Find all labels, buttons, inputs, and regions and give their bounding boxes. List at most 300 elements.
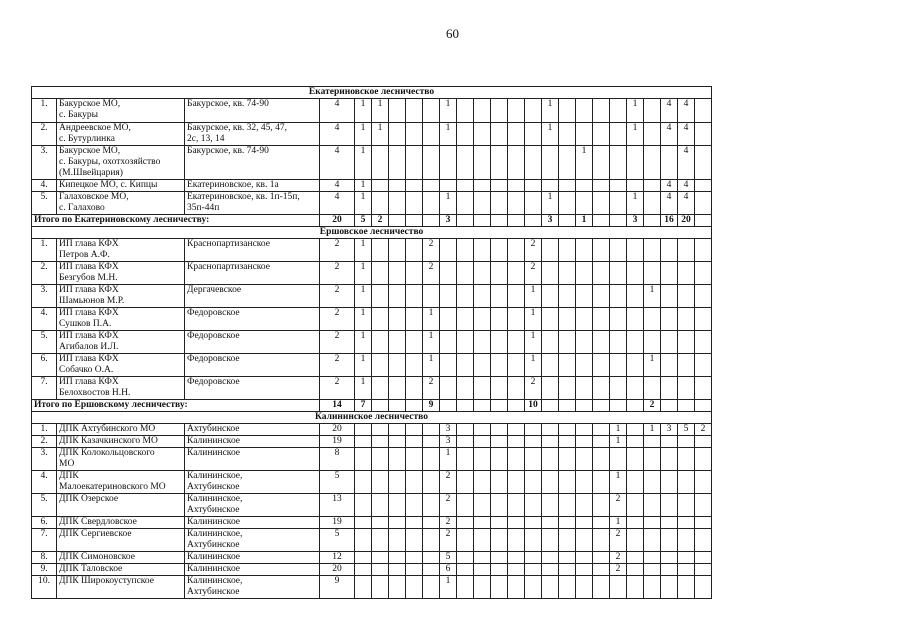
value-cell	[593, 285, 610, 308]
value-cell	[644, 239, 661, 262]
value-cell: 2	[423, 239, 440, 262]
total-value-cell	[491, 400, 508, 412]
value-cell: 2	[440, 494, 457, 517]
value-cell	[678, 285, 695, 308]
value-cell	[474, 552, 491, 564]
value-cell: 4	[320, 146, 355, 180]
value-cell	[457, 180, 474, 192]
value-cell: 2	[525, 239, 542, 262]
value-cell	[389, 308, 406, 331]
value-cell	[389, 424, 406, 436]
forest-location: Федоровское	[185, 354, 320, 377]
total-value-cell	[457, 215, 474, 227]
value-cell	[593, 529, 610, 552]
value-cell	[474, 354, 491, 377]
row-number: 3.	[32, 146, 57, 180]
organization-name: ИП глава КФХ Сушков П.А.	[57, 308, 185, 331]
value-cell	[525, 192, 542, 215]
value-cell	[423, 285, 440, 308]
value-cell	[644, 529, 661, 552]
value-cell	[457, 192, 474, 215]
value-cell	[559, 123, 576, 146]
value-cell	[593, 564, 610, 576]
organization-name: Галаховское МО, с. Галахово	[57, 192, 185, 215]
value-cell: 1	[542, 123, 559, 146]
value-cell	[389, 377, 406, 400]
value-cell: 9	[320, 576, 355, 599]
total-row	[32, 215, 712, 227]
value-cell	[389, 262, 406, 285]
value-cell	[491, 448, 508, 471]
value-cell	[661, 377, 678, 400]
value-cell	[559, 552, 576, 564]
row-number: 3.	[32, 285, 57, 308]
value-cell	[559, 354, 576, 377]
total-value-cell	[389, 215, 406, 227]
value-cell	[661, 576, 678, 599]
forest-location: Калининское	[185, 552, 320, 564]
value-cell	[423, 424, 440, 436]
row-number: 2.	[32, 262, 57, 285]
value-cell	[695, 123, 712, 146]
value-cell: 1	[610, 471, 627, 494]
value-cell	[474, 576, 491, 599]
total-value-cell	[644, 215, 661, 227]
row-number: 6.	[32, 354, 57, 377]
total-value-cell	[508, 400, 525, 412]
value-cell	[695, 308, 712, 331]
value-cell	[355, 576, 372, 599]
value-cell	[457, 436, 474, 448]
section-title: Калининское лесничество	[32, 412, 712, 424]
section-header	[32, 227, 712, 239]
value-cell	[559, 436, 576, 448]
value-cell	[644, 436, 661, 448]
value-cell	[542, 529, 559, 552]
value-cell: 13	[320, 494, 355, 517]
forest-location: Краснопартизанское	[185, 239, 320, 262]
forest-location: Калининское	[185, 448, 320, 471]
value-cell	[372, 448, 389, 471]
total-value-cell: 5	[355, 215, 372, 227]
value-cell	[508, 448, 525, 471]
value-cell	[678, 239, 695, 262]
value-cell: 1	[355, 331, 372, 354]
total-value-cell	[406, 215, 423, 227]
value-cell	[491, 424, 508, 436]
value-cell	[576, 354, 593, 377]
value-cell	[508, 576, 525, 599]
value-cell	[610, 99, 627, 123]
value-cell	[372, 471, 389, 494]
value-cell	[644, 123, 661, 146]
value-cell	[457, 123, 474, 146]
value-cell	[593, 448, 610, 471]
value-cell: 2	[525, 377, 542, 400]
value-cell	[474, 377, 491, 400]
value-cell	[389, 529, 406, 552]
total-value-cell	[593, 215, 610, 227]
value-cell	[610, 331, 627, 354]
value-cell	[661, 471, 678, 494]
value-cell: 1	[627, 99, 644, 123]
organization-name: Бакурское МО, с. Бакуры	[57, 99, 185, 123]
organization-name: ИП глава КФХ Петров А.Ф.	[57, 239, 185, 262]
forest-location: Краснопартизанское	[185, 262, 320, 285]
value-cell	[593, 123, 610, 146]
value-cell	[576, 180, 593, 192]
value-cell	[525, 471, 542, 494]
organization-name: ДПК Широкоуступское	[57, 576, 185, 599]
value-cell: 1	[355, 239, 372, 262]
value-cell	[678, 529, 695, 552]
forest-location: Федоровское	[185, 377, 320, 400]
value-cell: 20	[320, 564, 355, 576]
value-cell	[423, 180, 440, 192]
value-cell	[372, 285, 389, 308]
value-cell	[576, 331, 593, 354]
total-label: Итого по Екатериновскому лесничеству:	[32, 215, 320, 227]
row-number: 1.	[32, 99, 57, 123]
value-cell	[508, 285, 525, 308]
value-cell	[457, 529, 474, 552]
value-cell	[457, 239, 474, 262]
value-cell	[508, 180, 525, 192]
value-cell: 1	[525, 285, 542, 308]
value-cell	[695, 285, 712, 308]
value-cell	[474, 436, 491, 448]
value-cell	[695, 99, 712, 123]
organization-name: ИП глава КФХ Собачко О.А.	[57, 354, 185, 377]
total-value-cell	[559, 400, 576, 412]
organization-name: ДПК Ахтубинского МО	[57, 424, 185, 436]
value-cell	[593, 99, 610, 123]
value-cell	[695, 377, 712, 400]
value-cell	[372, 146, 389, 180]
row-number: 5.	[32, 192, 57, 215]
value-cell	[508, 354, 525, 377]
value-cell	[576, 285, 593, 308]
value-cell: 2	[610, 494, 627, 517]
total-value-cell: 20	[678, 215, 695, 227]
value-cell: 5	[440, 552, 457, 564]
row-number: 8.	[32, 552, 57, 564]
total-value-cell: 2	[372, 215, 389, 227]
organization-name: ИП глава КФХ Агибалов И.Л.	[57, 331, 185, 354]
value-cell	[508, 529, 525, 552]
value-cell	[627, 180, 644, 192]
value-cell	[610, 123, 627, 146]
value-cell: 2	[695, 424, 712, 436]
value-cell	[406, 494, 423, 517]
value-cell	[678, 308, 695, 331]
value-cell	[457, 576, 474, 599]
value-cell: 19	[320, 517, 355, 529]
forest-location: Федоровское	[185, 331, 320, 354]
value-cell	[576, 377, 593, 400]
value-cell	[474, 285, 491, 308]
organization-name: ИП глава КФХ Белохвостов Н.Н.	[57, 377, 185, 400]
total-value-cell: 14	[320, 400, 355, 412]
value-cell: 1	[355, 285, 372, 308]
table-row	[32, 262, 712, 285]
value-cell	[440, 285, 457, 308]
value-cell: 2	[423, 262, 440, 285]
value-cell	[406, 285, 423, 308]
value-cell	[559, 285, 576, 308]
organization-name: ИП глава КФХ Шамьюнов М.Р.	[57, 285, 185, 308]
value-cell	[423, 436, 440, 448]
value-cell	[508, 99, 525, 123]
value-cell: 1	[610, 424, 627, 436]
value-cell	[593, 354, 610, 377]
value-cell	[678, 576, 695, 599]
value-cell: 1	[525, 308, 542, 331]
value-cell	[474, 192, 491, 215]
value-cell: 4	[320, 99, 355, 123]
value-cell	[576, 262, 593, 285]
value-cell	[491, 354, 508, 377]
row-number: 5.	[32, 494, 57, 517]
value-cell	[678, 471, 695, 494]
value-cell	[457, 308, 474, 331]
value-cell	[644, 564, 661, 576]
value-cell	[406, 180, 423, 192]
row-number: 5.	[32, 331, 57, 354]
value-cell	[593, 192, 610, 215]
value-cell	[559, 494, 576, 517]
value-cell	[457, 552, 474, 564]
forest-location: Бакурское, кв. 74-90	[185, 99, 320, 123]
value-cell	[406, 354, 423, 377]
value-cell	[542, 377, 559, 400]
value-cell	[525, 552, 542, 564]
section-header	[32, 87, 712, 99]
value-cell	[491, 494, 508, 517]
value-cell: 4	[678, 180, 695, 192]
value-cell	[423, 552, 440, 564]
value-cell	[525, 494, 542, 517]
total-value-cell	[508, 215, 525, 227]
value-cell: 4	[320, 180, 355, 192]
value-cell	[508, 146, 525, 180]
value-cell: 2	[320, 285, 355, 308]
value-cell	[491, 308, 508, 331]
value-cell: 1	[627, 192, 644, 215]
value-cell	[355, 471, 372, 494]
value-cell	[474, 146, 491, 180]
value-cell	[661, 564, 678, 576]
value-cell	[440, 354, 457, 377]
value-cell	[457, 471, 474, 494]
value-cell: 2	[440, 517, 457, 529]
table-row	[32, 377, 712, 400]
table-row	[32, 146, 712, 180]
value-cell: 2	[423, 377, 440, 400]
value-cell	[627, 262, 644, 285]
total-value-cell: 1	[576, 215, 593, 227]
value-cell: 3	[440, 436, 457, 448]
value-cell	[644, 146, 661, 180]
value-cell	[627, 436, 644, 448]
value-cell	[610, 448, 627, 471]
value-cell	[457, 377, 474, 400]
value-cell	[406, 262, 423, 285]
value-cell	[474, 123, 491, 146]
value-cell	[508, 308, 525, 331]
value-cell	[389, 494, 406, 517]
value-cell	[576, 576, 593, 599]
value-cell	[474, 262, 491, 285]
value-cell	[491, 146, 508, 180]
value-cell	[695, 354, 712, 377]
value-cell	[491, 529, 508, 552]
value-cell	[661, 262, 678, 285]
value-cell	[525, 576, 542, 599]
value-cell: 4	[320, 123, 355, 146]
value-cell: 4	[678, 192, 695, 215]
table-row	[32, 123, 712, 146]
value-cell	[661, 354, 678, 377]
value-cell	[593, 146, 610, 180]
value-cell	[525, 99, 542, 123]
forest-location: Калининское, Ахтубинское	[185, 494, 320, 517]
total-value-cell: 2	[644, 400, 661, 412]
value-cell	[695, 331, 712, 354]
value-cell	[593, 239, 610, 262]
value-cell: 2	[320, 331, 355, 354]
row-number: 7.	[32, 377, 57, 400]
value-cell: 1	[355, 146, 372, 180]
value-cell	[695, 448, 712, 471]
value-cell	[389, 192, 406, 215]
value-cell: 1	[542, 192, 559, 215]
value-cell	[695, 192, 712, 215]
value-cell	[627, 576, 644, 599]
section-header	[32, 412, 712, 424]
value-cell	[542, 285, 559, 308]
value-cell: 1	[525, 331, 542, 354]
value-cell	[542, 239, 559, 262]
total-value-cell: 3	[627, 215, 644, 227]
value-cell	[678, 436, 695, 448]
value-cell	[542, 436, 559, 448]
value-cell: 1	[355, 377, 372, 400]
total-value-cell	[695, 400, 712, 412]
value-cell	[508, 564, 525, 576]
value-cell	[627, 239, 644, 262]
value-cell: 1	[644, 424, 661, 436]
value-cell	[542, 180, 559, 192]
table-row	[32, 285, 712, 308]
value-cell: 20	[320, 424, 355, 436]
value-cell	[593, 517, 610, 529]
value-cell	[372, 180, 389, 192]
value-cell	[389, 436, 406, 448]
value-cell	[525, 564, 542, 576]
value-cell	[542, 517, 559, 529]
value-cell	[627, 146, 644, 180]
organization-name: ДПК Колокольцовского МО	[57, 448, 185, 471]
value-cell	[389, 239, 406, 262]
value-cell	[593, 262, 610, 285]
table-row	[32, 180, 712, 192]
value-cell	[542, 262, 559, 285]
table-row	[32, 192, 712, 215]
value-cell	[610, 192, 627, 215]
value-cell	[474, 99, 491, 123]
value-cell	[576, 239, 593, 262]
value-cell	[610, 262, 627, 285]
value-cell	[389, 285, 406, 308]
organization-name: ДПК Таловское	[57, 564, 185, 576]
value-cell	[576, 192, 593, 215]
value-cell: 4	[661, 192, 678, 215]
value-cell	[678, 517, 695, 529]
value-cell	[474, 448, 491, 471]
value-cell	[559, 377, 576, 400]
total-value-cell	[525, 215, 542, 227]
value-cell	[661, 552, 678, 564]
value-cell	[678, 331, 695, 354]
value-cell	[406, 529, 423, 552]
value-cell	[661, 146, 678, 180]
value-cell	[644, 308, 661, 331]
value-cell	[372, 331, 389, 354]
value-cell	[678, 262, 695, 285]
value-cell	[372, 529, 389, 552]
value-cell	[661, 494, 678, 517]
value-cell	[372, 494, 389, 517]
value-cell: 1	[355, 123, 372, 146]
value-cell	[610, 576, 627, 599]
value-cell	[610, 180, 627, 192]
value-cell	[423, 192, 440, 215]
value-cell: 1	[644, 354, 661, 377]
value-cell	[389, 180, 406, 192]
value-cell	[508, 123, 525, 146]
value-cell	[678, 377, 695, 400]
value-cell	[372, 576, 389, 599]
value-cell	[406, 308, 423, 331]
value-cell	[423, 99, 440, 123]
value-cell	[355, 564, 372, 576]
section-title: Ершовское лесничество	[32, 227, 712, 239]
table-row	[32, 448, 712, 471]
table-row	[32, 331, 712, 354]
value-cell	[593, 331, 610, 354]
value-cell	[678, 564, 695, 576]
value-cell	[525, 180, 542, 192]
value-cell	[559, 517, 576, 529]
value-cell	[474, 239, 491, 262]
value-cell	[389, 331, 406, 354]
value-cell	[627, 564, 644, 576]
value-cell	[440, 331, 457, 354]
value-cell	[678, 552, 695, 564]
row-number: 6.	[32, 517, 57, 529]
forest-location: Калининское, Ахтубинское	[185, 576, 320, 599]
value-cell	[576, 436, 593, 448]
value-cell	[627, 552, 644, 564]
total-value-cell	[610, 400, 627, 412]
value-cell	[474, 564, 491, 576]
row-number: 1.	[32, 424, 57, 436]
value-cell	[423, 146, 440, 180]
value-cell: 2	[320, 239, 355, 262]
value-cell	[627, 285, 644, 308]
table-row	[32, 308, 712, 331]
